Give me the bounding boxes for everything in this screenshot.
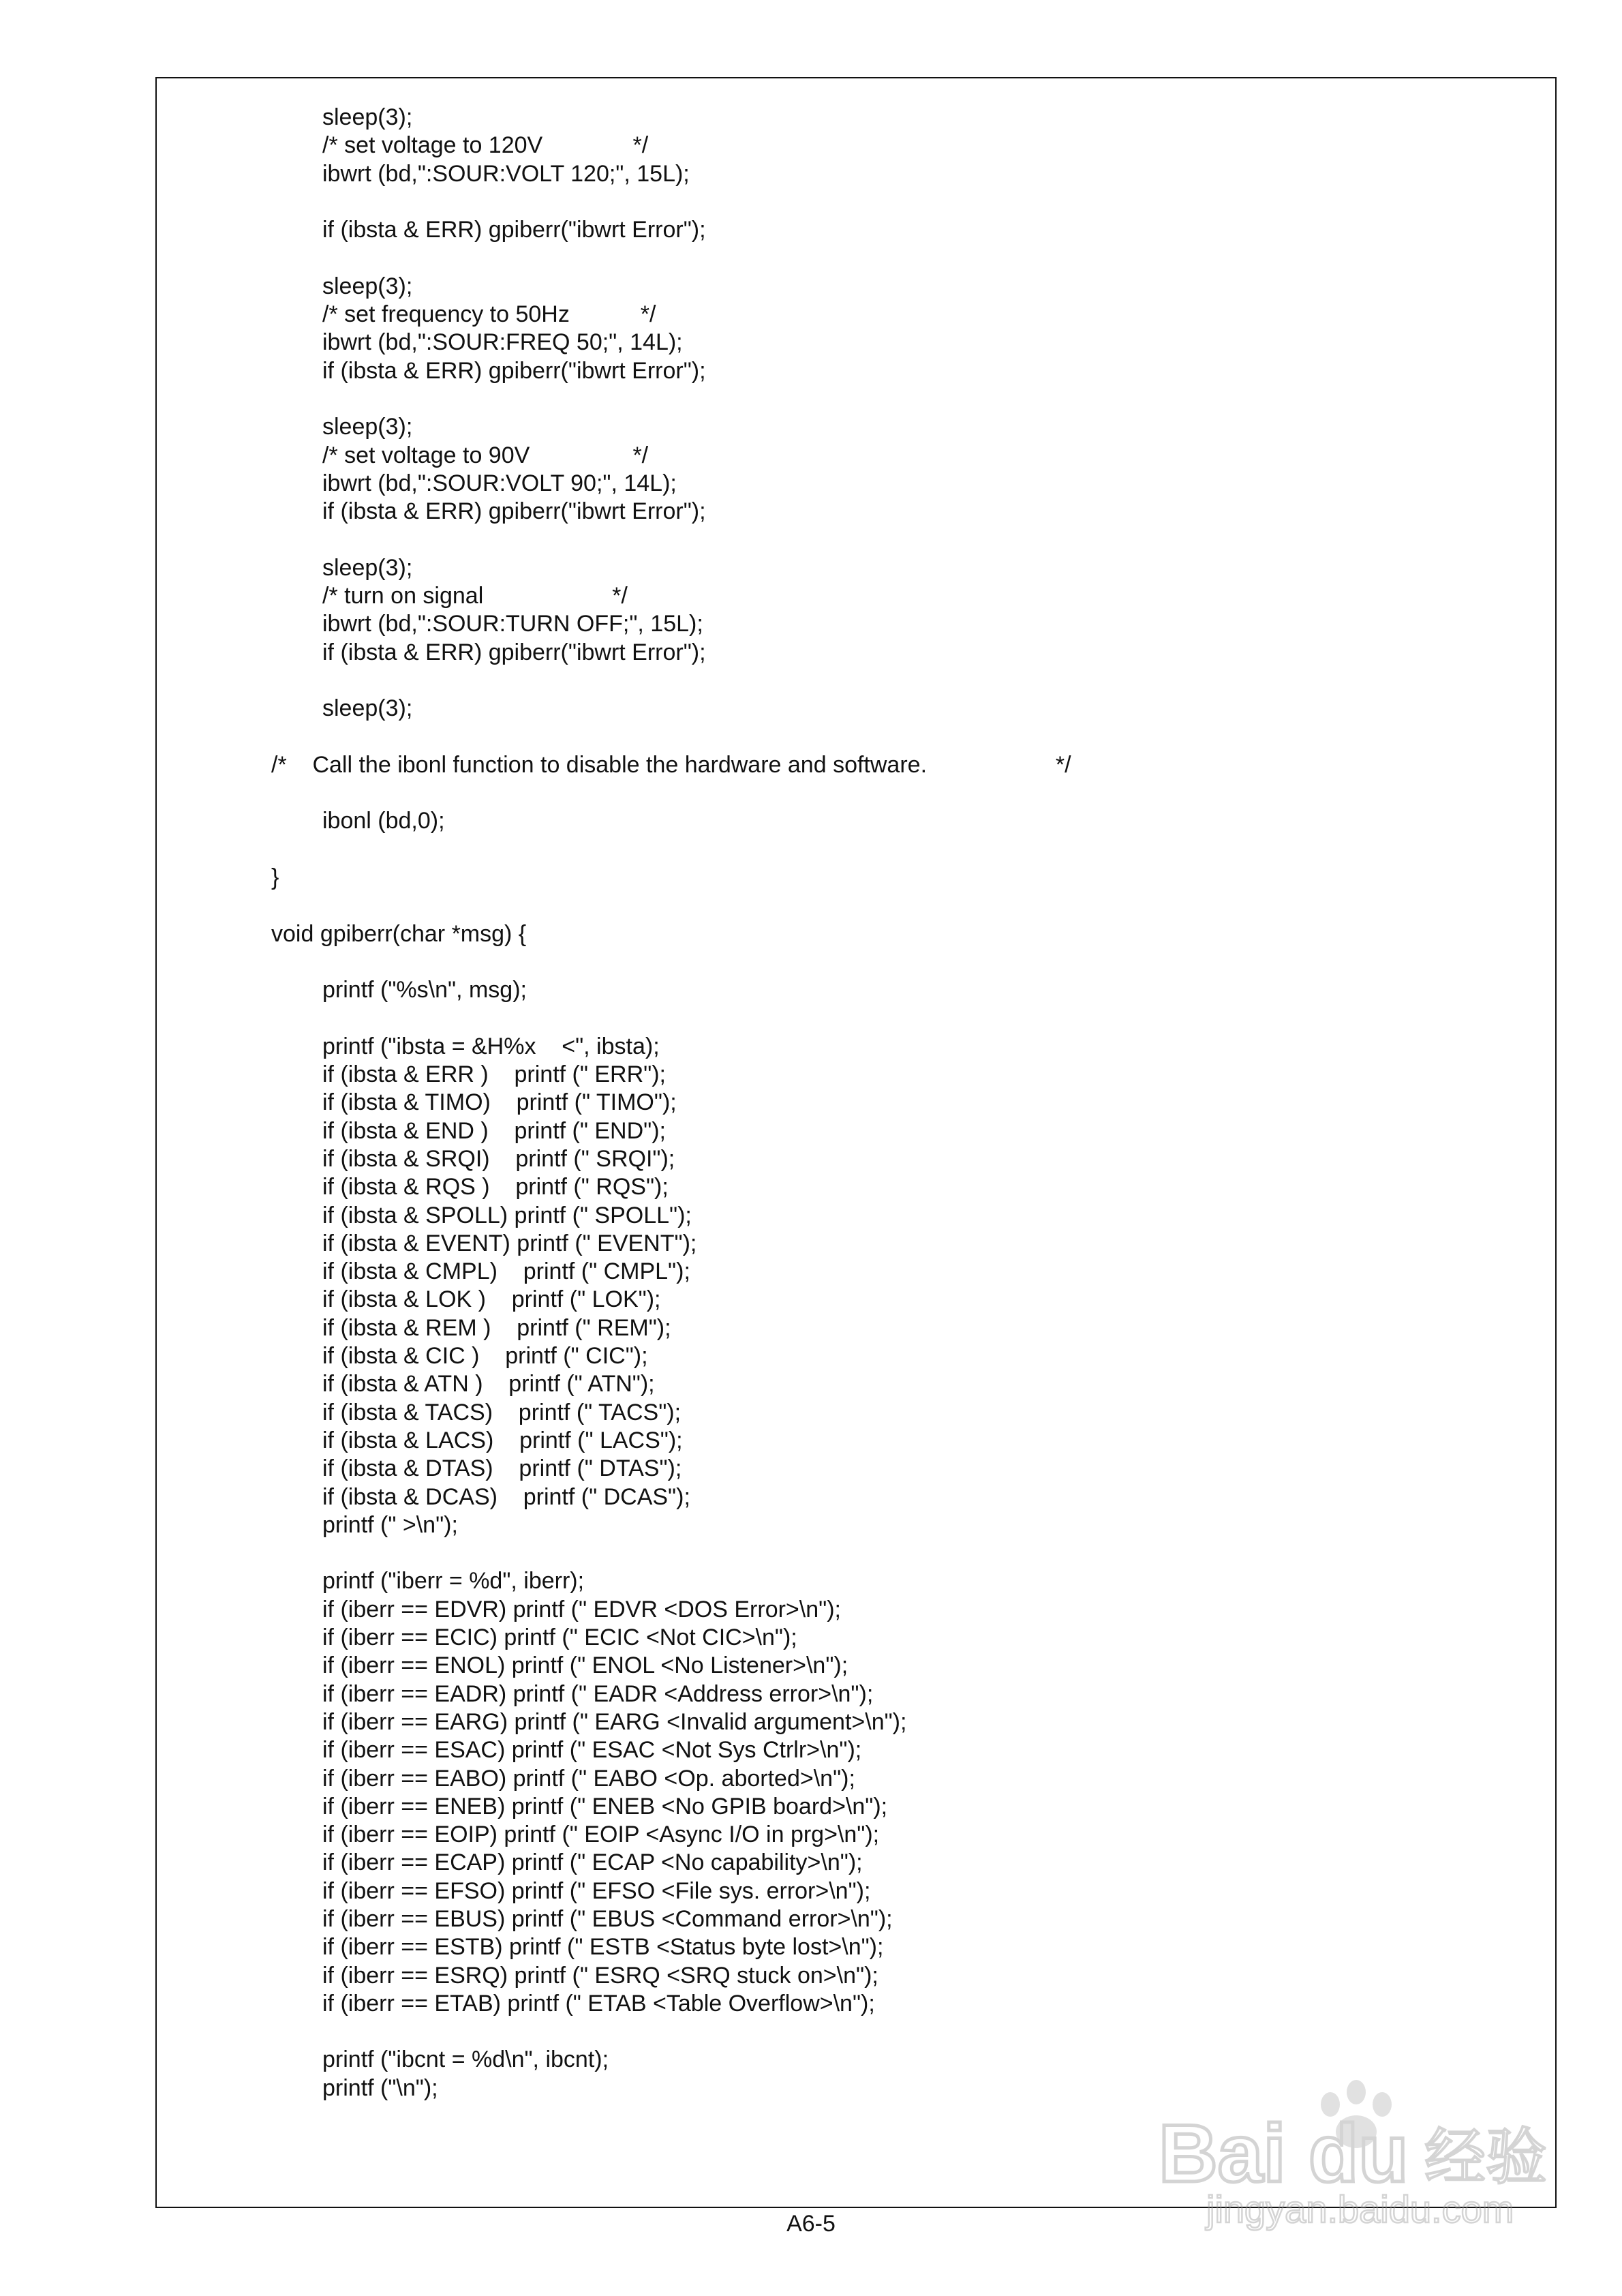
code-line: ibwrt (bd,":SOUR:VOLT 120;", 15L); <box>322 160 690 187</box>
code-line: printf ("%s\n", msg); <box>322 977 527 1003</box>
code-line: if (ibsta & LOK ) printf (" LOK"); <box>322 1286 661 1313</box>
code-line: ibwrt (bd,":SOUR:TURN OFF;", 15L); <box>322 611 703 637</box>
code-line: if (ibsta & EVENT) printf (" EVENT"); <box>322 1230 697 1256</box>
code-line: if (iberr == ENEB) printf (" ENEB <No GPIB board>\n"); <box>322 1793 888 1819</box>
code-line: if (iberr == ESTB) printf (" ESTB <Status byte lost>\n"); <box>322 1934 884 1961</box>
blank-line <box>271 385 1071 413</box>
code-line: ibonl (bd,0); <box>322 808 445 834</box>
code-line: if (iberr == EDVR) printf (" EDVR <DOS Error>\n"); <box>322 1596 841 1622</box>
code-line: if (ibsta & SPOLL) printf (" SPOLL"); <box>322 1202 692 1228</box>
blank-line <box>271 723 1071 751</box>
svg-text:经验: 经验 <box>1424 2121 1547 2193</box>
blank-line <box>271 779 1071 807</box>
code-line: if (iberr == EADR) printf (" EADR <Address error>\n"); <box>322 1680 874 1707</box>
code-line: if (ibsta & CIC ) printf (" CIC"); <box>322 1343 648 1370</box>
code-line: if (ibsta & ERR) gpiberr("ibwrt Error"); <box>322 639 706 665</box>
svg-text:du: du <box>1309 2108 1409 2199</box>
code-line: if (ibsta & DTAS) printf (" DTAS"); <box>322 1455 682 1482</box>
blank-line <box>271 188 1071 216</box>
code-line: sleep(3); <box>322 104 413 130</box>
svg-text:jingyan.baidu.com: jingyan.baidu.com <box>1206 2188 1514 2231</box>
blank-line <box>271 1539 1071 1567</box>
code-line: if (ibsta & END ) printf (" END"); <box>322 1117 666 1144</box>
code-line: if (iberr == EFSO) printf (" EFSO <File sys. error>\n"); <box>322 1877 871 1904</box>
code-line: sleep(3); <box>322 273 413 299</box>
code-line: /* set voltage to 90V */ <box>322 442 649 468</box>
code-line: if (iberr == ENOL) printf (" ENOL <No Listener>\n"); <box>322 1652 848 1679</box>
code-line: void gpiberr(char *msg) { <box>271 920 527 947</box>
code-line: if (iberr == ECAP) printf (" ECAP <No capability>\n"); <box>322 1849 863 1876</box>
code-line: if (ibsta & ERR) gpiberr("ibwrt Error"); <box>322 357 706 384</box>
code-line: if (iberr == ESAC) printf (" ESAC <Not Sys Ctrlr>\n"); <box>322 1737 862 1764</box>
svg-text:Bai: Bai <box>1159 2108 1286 2199</box>
blank-line <box>271 526 1071 554</box>
code-line: if (ibsta & LACS) printf (" LACS"); <box>322 1427 683 1453</box>
code-line: if (ibsta & ERR) gpiberr("ibwrt Error"); <box>322 217 706 243</box>
code-line: printf ("iberr = %d", iberr); <box>322 1568 585 1595</box>
code-line: if (ibsta & TIMO) printf (" TIMO"); <box>322 1089 677 1116</box>
code-line: if (ibsta & RQS ) printf (" RQS"); <box>322 1174 669 1200</box>
code-line: if (ibsta & DCAS) printf (" DCAS"); <box>322 1483 690 1510</box>
code-line: printf ("ibsta = &H%x <", ibsta); <box>322 1033 660 1059</box>
code-line: sleep(3); <box>322 554 413 581</box>
code-line: ibwrt (bd,":SOUR:FREQ 50;", 14L); <box>322 329 683 356</box>
code-line: if (ibsta & SRQI) printf (" SRQI"); <box>322 1145 675 1172</box>
code-line: } <box>271 864 279 891</box>
code-line: printf (" >\n"); <box>322 1511 458 1538</box>
code-line: /* set voltage to 120V */ <box>322 132 649 159</box>
code-line: printf ("\n"); <box>322 2074 438 2101</box>
blank-line <box>271 2018 1071 2046</box>
code-line: /* turn on signal */ <box>322 583 628 609</box>
code-line: if (ibsta & TACS) printf (" TACS"); <box>322 1399 682 1425</box>
blank-line <box>271 836 1071 864</box>
code-line: if (iberr == ETAB) printf (" ETAB <Table Overflow>\n"); <box>322 1990 875 2016</box>
blank-line <box>271 948 1071 976</box>
code-line: if (iberr == EABO) printf (" EABO <Op. aborted>\n"); <box>322 1765 855 1792</box>
code-line: if (ibsta & CMPL) printf (" CMPL"); <box>322 1258 690 1285</box>
code-line: /* Call the ibonl function to disable the hardware and software. */ <box>271 751 1071 778</box>
code-line: sleep(3); <box>322 695 413 722</box>
blank-line <box>271 244 1071 272</box>
code-line: if (ibsta & ATN ) printf (" ATN"); <box>322 1371 655 1398</box>
code-line: if (iberr == ECIC) printf (" ECIC <Not CIC>\n"); <box>322 1625 797 1651</box>
code-line: if (iberr == ESRQ) printf (" ESRQ <SRQ stuck on>\n"); <box>322 1962 878 1989</box>
code-line: if (iberr == EOIP) printf (" EOIP <Async I/O in prg>\n"); <box>322 1822 880 1848</box>
code-listing <box>271 104 1071 2102</box>
code-line: /* set frequency to 50Hz */ <box>322 301 656 328</box>
code-line: ibwrt (bd,":SOUR:VOLT 90;", 14L); <box>322 470 677 496</box>
blank-line <box>271 667 1071 695</box>
code-line: printf ("ibcnt = %d\n", ibcnt); <box>322 2046 609 2073</box>
code-line: if (iberr == EBUS) printf (" EBUS <Command error>\n"); <box>322 1906 893 1932</box>
code-line: if (ibsta & REM ) printf (" REM"); <box>322 1314 671 1341</box>
code-line: if (iberr == EARG) printf (" EARG <Invalid argument>\n"); <box>322 1708 907 1735</box>
code-line: if (ibsta & ERR) gpiberr("ibwrt Error"); <box>322 498 706 525</box>
code-line: sleep(3); <box>322 414 413 440</box>
page-number: A6-5 <box>786 2211 836 2237</box>
blank-line <box>271 1005 1071 1033</box>
baidu-jingyan-watermark <box>1152 2069 1547 2233</box>
blank-line <box>271 892 1071 920</box>
code-line: if (ibsta & ERR ) printf (" ERR"); <box>322 1061 666 1088</box>
